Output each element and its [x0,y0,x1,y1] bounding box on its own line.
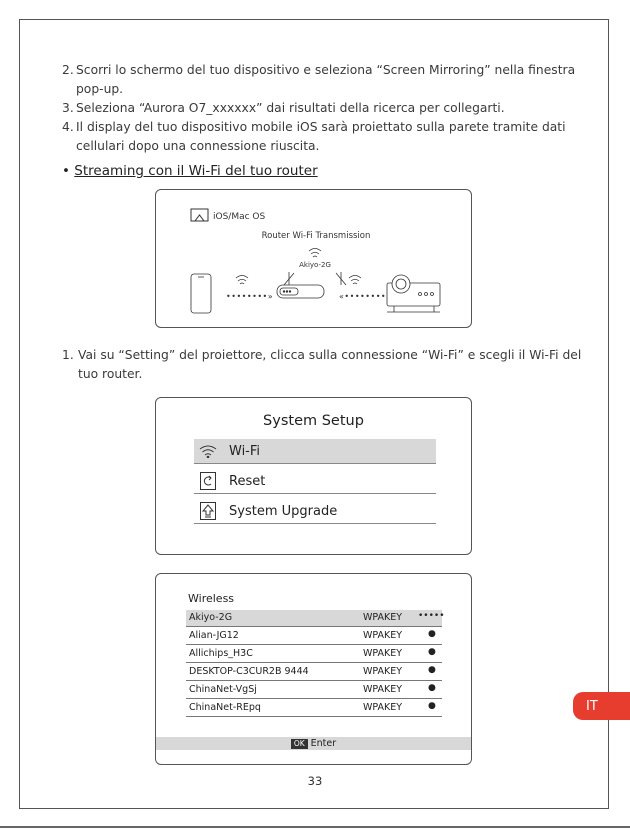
step-1 [62,346,582,384]
bottom-rule [0,826,630,828]
network-row[interactable] [186,682,442,699]
enter-label: Enter [310,738,337,749]
step-text: Vai su “Setting” del proiettore, clicca sulla connessione “Wi-Fi” e scegli il Wi-Fi del tuo router. [78,348,582,381]
network-security: WPAKEY [363,648,403,659]
airplay-icon [191,209,208,221]
network-ssid: Akiyo-2G [189,612,233,623]
menu-item-reset[interactable] [194,469,436,494]
network-security: WPAKEY [363,684,403,695]
phone-wifi-icon [236,276,248,285]
lock-dot-icon: ● [428,629,436,639]
network-security: WPAKEY [363,666,403,677]
network-ssid: Alian-JG12 [189,630,239,641]
signal-dots-left: ••••••••» [226,292,274,301]
network-row[interactable] [186,646,442,663]
system-setup-title: System Setup [263,413,364,429]
network-security: WPAKEY [363,630,403,641]
password-mask: ••••• [418,611,445,621]
network-row[interactable] [186,664,442,681]
step-4 [62,118,582,156]
enter-bar[interactable] [156,737,471,750]
signal-dots-right: «•••••••• [339,292,387,301]
menu-item-label: Wi-Fi [229,443,261,459]
network-row[interactable] [186,700,442,717]
step-number: 1. [62,348,74,362]
section-title: Streaming con il Wi-Fi del tuo router [74,163,318,179]
lock-dot-icon: ● [428,701,436,711]
menu-item-label: Reset [229,473,266,489]
router-icon [277,272,346,298]
lock-dot-icon: ● [428,665,436,675]
page-number: 33 [307,774,323,788]
network-row[interactable] [186,610,445,627]
router-wifi-icon [309,249,321,258]
lock-dot-icon: ● [428,683,436,693]
upgrade-icon [197,501,219,521]
phone-icon [191,274,211,313]
projector-wifi-icon [349,276,361,285]
step-number: 2. [62,63,74,77]
step-text: Scorri lo schermo del tuo dispositivo e seleziona “Screen Mirroring” nella finestra pop-up. [76,63,576,96]
wireless-panel [155,573,472,765]
language-tab: IT [573,692,630,720]
network-ssid: ChinaNet-VgSj [189,684,257,695]
menu-item-system-upgrade[interactable] [194,499,436,524]
network-ssid: DESKTOP-C3CUR2B 9444 [189,666,309,677]
projector-icon [387,275,440,312]
os-label: iOS/Mac OS [213,212,266,222]
step-2 [62,61,582,99]
network-security: WPAKEY [363,612,403,623]
step-text: Seleziona “Aurora O7_xxxxxx” dai risultati della ricerca per collegarti. [76,101,505,115]
reset-icon [197,471,219,491]
system-setup-panel [155,397,472,555]
setup-instruction [62,346,582,384]
streaming-diagram [155,189,472,328]
menu-item-wifi[interactable] [194,439,436,464]
section-heading [62,163,318,179]
transmission-label: Router Wi-Fi Transmission [261,231,371,241]
network-security: WPAKEY [363,702,403,713]
step-number: 4. [62,120,74,134]
menu-item-label: System Upgrade [229,503,338,519]
ok-key-badge: OK [291,739,308,749]
lock-dot-icon: ● [428,647,436,657]
wireless-title: Wireless [188,592,235,605]
step-number: 3. [62,101,74,115]
bullet-marker: • [62,163,70,179]
network-row[interactable] [186,628,442,645]
steps-list [62,61,582,156]
diagram-illustration [156,190,471,327]
router-name: Akiyo-2G [299,261,331,269]
step-text: Il display del tuo dispositivo mobile iOS sarà proiettato sulla parete tramite dati cellulari dopo una connessione riuscita. [76,120,566,153]
wifi-icon [197,441,219,461]
network-ssid: ChinaNet-REpq [189,702,261,713]
network-ssid: Allichips_H3C [189,648,253,659]
step-3 [62,99,582,118]
